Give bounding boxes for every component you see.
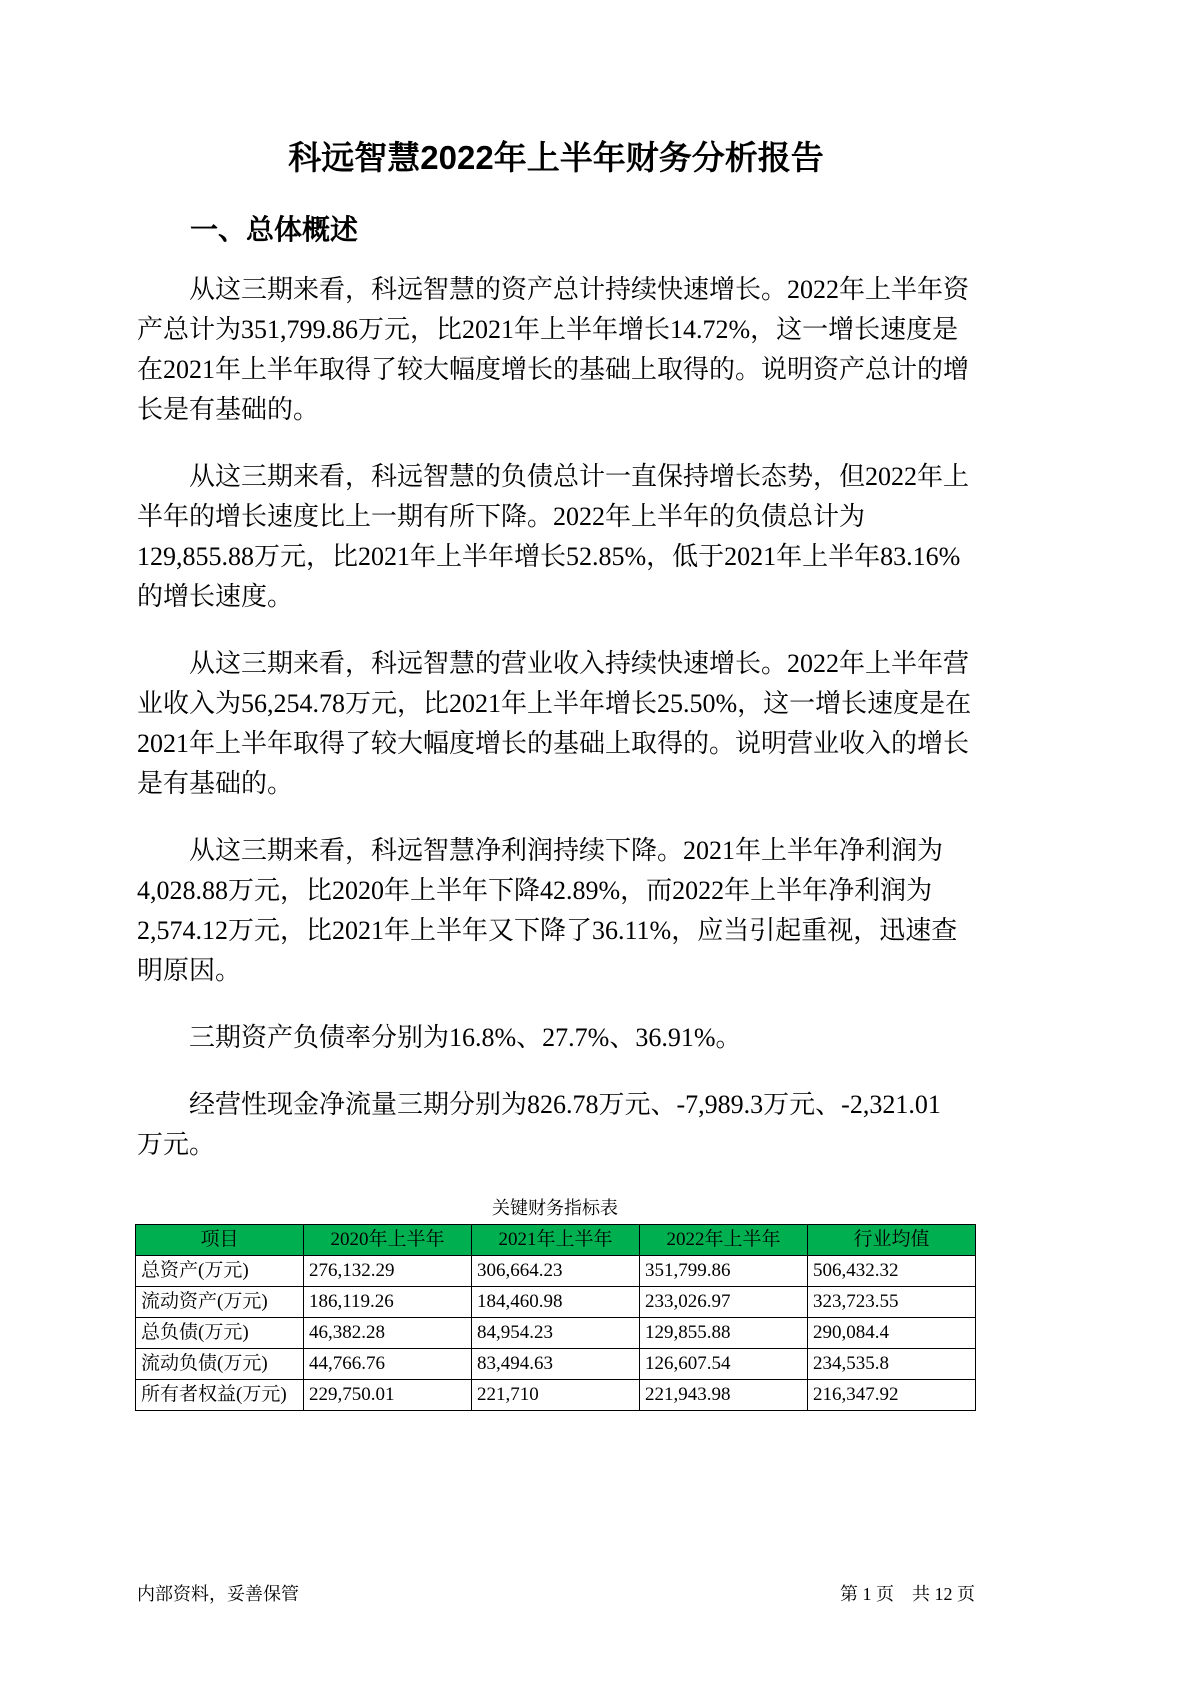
table-cell: 44,766.76 (304, 1349, 472, 1380)
page-number-current: 第 1 页 (840, 1584, 894, 1604)
paragraph-revenue (137, 644, 975, 804)
paragraph-line: 明原因。 (137, 956, 242, 985)
paragraph-line: 产总计为351,799.86万元，比2021年上半年增长14.72%，这一增长速度是 (137, 315, 959, 344)
table-cell: 323,723.55 (808, 1287, 976, 1318)
paragraph-debt-ratio (137, 1018, 975, 1058)
page-number (840, 1582, 975, 1606)
table-cell: 所有者权益(万元) (136, 1380, 304, 1411)
table-header-cell: 行业均值 (808, 1225, 976, 1256)
paragraph-line: 从这三期来看，科远智慧的负债总计一直保持增长态势，但2022年上 (189, 462, 970, 491)
paragraph-line: 半年的增长速度比上一期有所下降。2022年上半年的负债总计为 (137, 502, 866, 531)
table-cell: 229,750.01 (304, 1380, 472, 1411)
table-body (136, 1256, 976, 1411)
table-header-cell: 2022年上半年 (640, 1225, 808, 1256)
table-cell: 总资产(万元) (136, 1256, 304, 1287)
paragraph-assets (137, 270, 975, 430)
table-row (136, 1349, 976, 1380)
page-number-total: 共 12 页 (912, 1584, 975, 1604)
table-cell: 129,855.88 (640, 1318, 808, 1349)
table-cell: 186,119.26 (304, 1287, 472, 1318)
table-row (136, 1287, 976, 1318)
confidential-note: 内部资料，妥善保管 (137, 1584, 299, 1604)
table-cell: 46,382.28 (304, 1318, 472, 1349)
table-header-cell: 2020年上半年 (304, 1225, 472, 1256)
table-cell: 221,710 (472, 1380, 640, 1411)
table-cell: 184,460.98 (472, 1287, 640, 1318)
section-heading: 一、总体概述 (190, 214, 359, 245)
paragraph-line: 2021年上半年取得了较大幅度增长的基础上取得的。说明营业收入的增长 (137, 729, 970, 758)
table-cell: 126,607.54 (640, 1349, 808, 1380)
paragraph-line: 经营性现金净流量三期分别为826.78万元、-7,989.3万元、-2,321.01 (189, 1090, 941, 1119)
paragraph-line: 长是有基础的。 (137, 395, 320, 424)
paragraph-net-profit (137, 831, 975, 991)
paragraph-liabilities (137, 457, 975, 617)
table-cell: 276,132.29 (304, 1256, 472, 1287)
table-cell: 506,432.32 (808, 1256, 976, 1287)
table-cell: 83,494.63 (472, 1349, 640, 1380)
page-title: 科远智慧2022年上半年财务分析报告 (288, 139, 824, 176)
table-cell: 351,799.86 (640, 1256, 808, 1287)
table-header-cell: 2021年上半年 (472, 1225, 640, 1256)
table-cell: 84,954.23 (472, 1318, 640, 1349)
paragraph-line: 4,028.88万元，比2020年上半年下降42.89%，而2022年上半年净利润为 (137, 876, 933, 905)
table-head (136, 1225, 976, 1256)
paragraph-line: 是有基础的。 (137, 769, 294, 798)
table-cell: 总负债(万元) (136, 1318, 304, 1349)
paragraph-line: 从这三期来看，科远智慧的营业收入持续快速增长。2022年上半年营 (189, 649, 970, 678)
paragraph-line: 业收入为56,254.78万元，比2021年上半年增长25.50%，这一增长速度是在 (137, 689, 972, 718)
table-cell: 306,664.23 (472, 1256, 640, 1287)
table-cell: 234,535.8 (808, 1349, 976, 1380)
financial-indicators-table (135, 1224, 976, 1411)
table-cell: 流动资产(万元) (136, 1287, 304, 1318)
table-caption: 关键财务指标表 (492, 1198, 618, 1218)
paragraph-line: 万元。 (137, 1130, 216, 1159)
paragraph-line: 2,574.12万元，比2021年上半年又下降了36.11%，应当引起重视，迅速查 (137, 916, 958, 945)
paragraph-line: 在2021年上半年取得了较大幅度增长的基础上取得的。说明资产总计的增 (137, 355, 970, 384)
table-header-row (136, 1225, 976, 1256)
table-row (136, 1318, 976, 1349)
table-cell: 216,347.92 (808, 1380, 976, 1411)
table-cell: 221,943.98 (640, 1380, 808, 1411)
table-cell: 290,084.4 (808, 1318, 976, 1349)
table-header-cell: 项目 (136, 1225, 304, 1256)
paragraph-line: 129,855.88万元，比2021年上半年增长52.85%，低于2021年上半年83.16% (137, 542, 961, 571)
paragraph-cash-flow (137, 1085, 975, 1165)
paragraph-line: 的增长速度。 (137, 582, 294, 611)
table-row (136, 1380, 976, 1411)
table-cell: 233,026.97 (640, 1287, 808, 1318)
report-body (137, 270, 975, 1192)
table-row (136, 1256, 976, 1287)
paragraph-line: 三期资产负债率分别为16.8%、27.7%、36.91%。 (189, 1023, 742, 1052)
paragraph-line: 从这三期来看，科远智慧净利润持续下降。2021年上半年净利润为 (189, 836, 944, 865)
table-cell: 流动负债(万元) (136, 1349, 304, 1380)
paragraph-line: 从这三期来看，科远智慧的资产总计持续快速增长。2022年上半年资 (189, 275, 970, 304)
